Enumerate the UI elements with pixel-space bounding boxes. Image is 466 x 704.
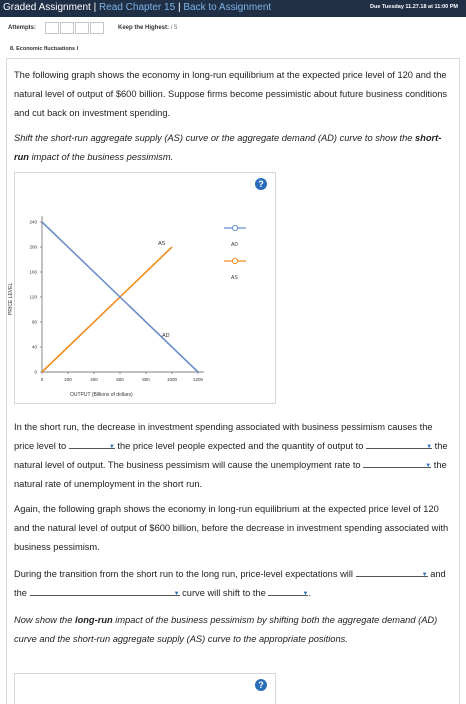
- para2-text: the natural level of output. The business pessimism will cause the unemployment rate to: [14, 441, 448, 470]
- x-axis-label: OUTPUT (Billions of dollars): [70, 392, 133, 398]
- para2-text: the natural rate of unemployment in the short run.: [14, 460, 447, 489]
- paragraph-short-run: [14, 418, 454, 494]
- dropdown-caret-icon: ▼: [108, 444, 115, 450]
- help-icon[interactable]: ?: [255, 679, 267, 691]
- as-tool[interactable]: [224, 258, 246, 281]
- para4-text: .: [308, 588, 312, 598]
- keep-highest-value: / 5: [170, 25, 178, 31]
- paragraph-again: Again, the following graph shows the economy in long-run equilibrium at the expected price level of 120 and the natural level of output of $600 billion, before the decrease in investment spending associated with business pessimism.: [14, 504, 449, 552]
- dropdown-caret-icon: ▼: [426, 444, 433, 450]
- x-tick-label: 200: [64, 377, 72, 382]
- ad-tool[interactable]: [224, 225, 246, 248]
- attempts-label: Attempts:: [8, 25, 36, 31]
- x-tick-label: 400: [90, 377, 98, 382]
- instruction-2-emphasis: long-run: [74, 615, 113, 625]
- dropdown-caret-icon: ▼: [173, 591, 180, 597]
- ad-curve-label: AD: [162, 333, 170, 339]
- instruction-1-part: impact of the business pessimism.: [28, 152, 174, 162]
- x-tick-label: 0: [40, 377, 44, 382]
- x-tick-label: 800: [142, 377, 150, 382]
- x-tick-label: 1000: [166, 377, 178, 382]
- para4-text: curve will shift to the: [182, 588, 266, 598]
- instruction-1-emphasis: short-run: [14, 133, 442, 162]
- para2-text: the price level people expected and the quantity of output to: [117, 441, 364, 451]
- ad-tool-handle-icon[interactable]: [232, 225, 237, 230]
- y-tick-label: 40: [31, 344, 37, 350]
- graph-panel-2: [14, 673, 276, 704]
- as-curve[interactable]: [42, 247, 172, 372]
- keep-highest-label: Keep the Highest:: [118, 25, 170, 31]
- back-to-assignment-link[interactable]: Back to Assignment: [183, 2, 272, 13]
- as-curve-label: AS: [158, 241, 166, 247]
- para4-text: During the transition from the short run to the long run, price-level expectations will: [14, 569, 353, 579]
- y-tick-label: 200: [29, 244, 37, 250]
- direction-dropdown[interactable]: [268, 586, 308, 596]
- as-tool-handle-icon[interactable]: [232, 258, 237, 263]
- y-tick-label: 0: [34, 369, 37, 375]
- assignment-title: Graded Assignment: [3, 2, 91, 13]
- y-tick-label: 120: [29, 294, 37, 300]
- dropdown-caret-icon: ▼: [425, 463, 432, 469]
- y-tick-label: 80: [31, 319, 37, 325]
- as-tool-label: AS: [231, 275, 238, 281]
- y-tick-label: 240: [29, 219, 37, 225]
- instruction-2: [14, 611, 454, 649]
- instruction-2-part: impact of the business pessimism by shifting both the aggregate demand (AD) curve and the short-run aggregate supply (AS) curve to the appropriate positions.: [14, 615, 438, 644]
- price-level-dropdown[interactable]: [69, 439, 115, 449]
- ad-tool-label: AD: [231, 242, 238, 248]
- help-icon[interactable]: ?: [255, 178, 267, 190]
- dropdown-caret-icon: ▼: [421, 572, 428, 578]
- instruction-2-part: Now show the: [14, 615, 75, 625]
- para2-text: In the short run, the decrease in investment spending associated with business pessimism causes the price level to: [14, 422, 433, 451]
- output-dropdown[interactable]: [366, 439, 432, 449]
- instruction-1-part: Shift the short-run aggregate supply (AS) curve or the aggregate demand (AD) curve to show the: [14, 133, 416, 143]
- y-tick-label: 160: [29, 269, 37, 275]
- intro-text: The following graph shows the economy in long-run equilibrium at the expected price level of 120 and the natural level of output of $600 billion. Suppose firms become pessimistic about future business conditions and cut back on investment spending.: [14, 70, 448, 118]
- unemployment-dropdown[interactable]: [363, 458, 431, 468]
- section-title: 8. Economic fluctuations I: [10, 46, 79, 52]
- y-axis-label: PRICE LEVEL: [8, 282, 14, 315]
- x-tick-label: 600: [116, 377, 124, 382]
- para4-text: and the: [14, 569, 446, 598]
- x-tick-label: 1200: [192, 377, 204, 382]
- due-date: Due Tuesday 11.27.18 at 11:00 PM: [370, 4, 458, 10]
- paragraph-transition: [14, 565, 454, 603]
- curve-dropdown[interactable]: [30, 586, 180, 596]
- separator: |: [93, 2, 97, 13]
- expectations-dropdown[interactable]: [356, 567, 428, 577]
- separator: |: [177, 2, 181, 13]
- read-chapter-link[interactable]: Read Chapter 15: [99, 2, 176, 13]
- dropdown-caret-icon: ▼: [302, 591, 309, 597]
